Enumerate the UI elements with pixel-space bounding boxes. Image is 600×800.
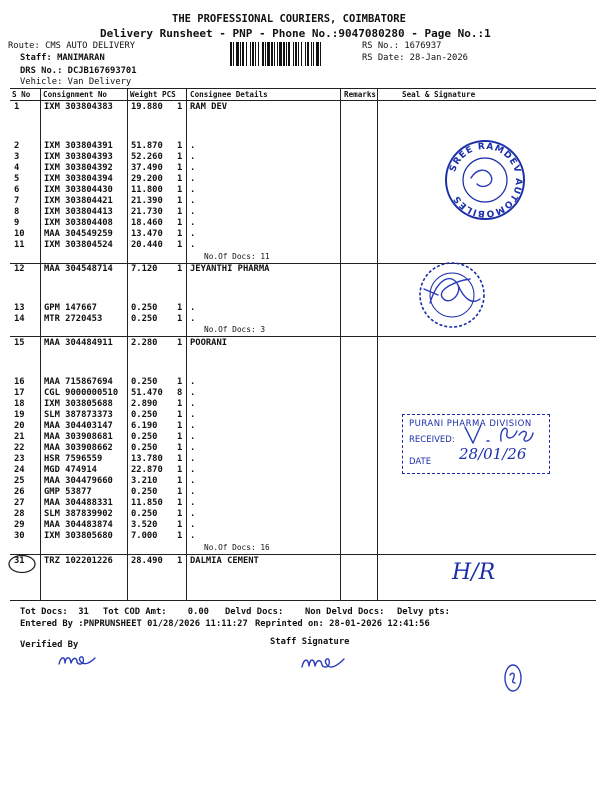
row-consignment-no: IXM 303804430 bbox=[44, 185, 113, 195]
row-sno: 24 bbox=[14, 465, 25, 475]
row-consignee-detail: . bbox=[190, 141, 196, 151]
col-sep-4 bbox=[340, 88, 341, 600]
row-sno: 13 bbox=[14, 303, 25, 313]
row-pcs: 1 bbox=[177, 207, 183, 217]
sree-ramdev-seal bbox=[443, 138, 527, 222]
row-sno: 12 bbox=[14, 264, 25, 274]
row-weight: 51.470 bbox=[131, 388, 163, 398]
row-pcs: 1 bbox=[177, 487, 183, 497]
row-consignment-no: TRZ 102201226 bbox=[44, 556, 113, 566]
row-pcs: 1 bbox=[177, 240, 183, 250]
row-weight: 20.440 bbox=[131, 240, 163, 250]
row-weight: 0.250 bbox=[131, 509, 158, 519]
row-sno: 17 bbox=[14, 388, 25, 398]
row-consignment-no: MAA 303908662 bbox=[44, 443, 113, 453]
row-consignment-no: IXM 303804391 bbox=[44, 141, 113, 151]
runsheet-subtitle: Delivery Runsheet - PNP - Phone No.:9047080280 - Page No.:1 bbox=[100, 27, 491, 40]
row-consignment-no: MAA 304548714 bbox=[44, 264, 113, 274]
row-consignee-name: RAM DEV bbox=[190, 102, 228, 112]
barcode-image bbox=[230, 42, 358, 66]
row-pcs: 1 bbox=[177, 421, 183, 431]
rs-number: RS No.: 1676937 bbox=[362, 41, 442, 51]
verified-by-label: Verified By bbox=[20, 640, 79, 650]
row-weight: 13.470 bbox=[131, 229, 163, 239]
row-consignment-no: IXM 303804524 bbox=[44, 240, 113, 250]
seal-ring-text: SREE RAMDEV AUTOMOBILES bbox=[448, 141, 524, 219]
row-pcs: 1 bbox=[177, 264, 183, 274]
row-weight: 13.780 bbox=[131, 454, 163, 464]
row-sno: 18 bbox=[14, 399, 25, 409]
row-consignee-detail: . bbox=[190, 399, 196, 409]
handwritten-oval-mark bbox=[502, 662, 524, 694]
row-consignment-no: MAA 304484911 bbox=[44, 338, 113, 348]
row-weight: 11.850 bbox=[131, 498, 163, 508]
row-consignee-detail: . bbox=[190, 476, 196, 486]
row-consignment-no: IXM 303804383 bbox=[44, 102, 113, 112]
row-consignee-detail: . bbox=[190, 240, 196, 250]
header-seal: Seal & Signature bbox=[402, 90, 476, 99]
row-sno: 1 bbox=[14, 102, 20, 112]
row-consignee-detail: . bbox=[190, 443, 196, 453]
row-weight: 0.250 bbox=[131, 487, 158, 497]
header-consignment: Consignment No bbox=[43, 90, 108, 99]
row-consignee-detail: . bbox=[190, 229, 196, 239]
row-pcs: 1 bbox=[177, 476, 183, 486]
row-sno: 30 bbox=[14, 531, 25, 541]
row-consignee-detail: . bbox=[190, 410, 196, 420]
row-sno: 26 bbox=[14, 487, 25, 497]
row-sno: 29 bbox=[14, 520, 25, 530]
row-consignment-no: SLM 387873373 bbox=[44, 410, 113, 420]
row-weight: 7.000 bbox=[131, 531, 158, 541]
group-docs-count: No.Of Docs: 3 bbox=[204, 325, 266, 334]
row-sno: 2 bbox=[14, 141, 20, 151]
row-weight: 18.460 bbox=[131, 218, 163, 228]
row-sno: 7 bbox=[14, 196, 20, 206]
row-consignment-no: MGD 474914 bbox=[44, 465, 97, 475]
row-consignment-no: CGL 9000000510 bbox=[44, 388, 119, 398]
row-pcs: 1 bbox=[177, 338, 183, 348]
row-consignee-detail: . bbox=[190, 388, 196, 398]
row-consignee-detail: . bbox=[190, 314, 196, 324]
drs-number: DRS No.: DCJB167693701 bbox=[20, 66, 137, 76]
row-consignee-detail: . bbox=[190, 487, 196, 497]
row-pcs: 1 bbox=[177, 454, 183, 464]
row-weight: 0.250 bbox=[131, 410, 158, 420]
group-rule-2 bbox=[10, 336, 596, 337]
row-sno: 27 bbox=[14, 498, 25, 508]
stamp-date-label: DATE bbox=[409, 457, 432, 467]
header-weight: Weight bbox=[130, 90, 158, 99]
row-consignment-no: MAA 304488331 bbox=[44, 498, 113, 508]
row-pcs: 1 bbox=[177, 509, 183, 519]
row-sno: 23 bbox=[14, 454, 25, 464]
row-consignment-no: MAA 304403147 bbox=[44, 421, 113, 431]
row-pcs: 1 bbox=[177, 196, 183, 206]
row-sno: 5 bbox=[14, 174, 20, 184]
row-consignee-detail: . bbox=[190, 531, 196, 541]
company-title: THE PROFESSIONAL COURIERS, COIMBATORE bbox=[172, 13, 406, 25]
row-consignment-no: MTR 2720453 bbox=[44, 314, 103, 324]
header-sno: S No bbox=[12, 90, 31, 99]
row-consignment-no: SLM 387839902 bbox=[44, 509, 113, 519]
row-consignment-no: MAA 303908681 bbox=[44, 432, 113, 442]
staff-signature bbox=[298, 651, 354, 673]
row-pcs: 1 bbox=[177, 141, 183, 151]
row-consignment-no: IXM 303805688 bbox=[44, 399, 113, 409]
row-weight: 2.280 bbox=[131, 338, 158, 348]
total-cod-amount: Tot COD Amt: 0.00 bbox=[103, 607, 209, 617]
row-pcs: 1 bbox=[177, 556, 183, 566]
verified-signature bbox=[55, 650, 105, 670]
row-sno: 28 bbox=[14, 509, 25, 519]
entered-by: Entered By :PNPRUNSHEET 01/28/2026 11:11:27 bbox=[20, 619, 248, 629]
non-delivered-docs: Non Delvd Docs: bbox=[305, 607, 385, 617]
row-pcs: 1 bbox=[177, 410, 183, 420]
row-consignee-detail: . bbox=[190, 196, 196, 206]
row-sno: 19 bbox=[14, 410, 25, 420]
row-consignment-no: IXM 303804394 bbox=[44, 174, 113, 184]
row-weight: 0.250 bbox=[131, 443, 158, 453]
row-weight: 37.490 bbox=[131, 163, 163, 173]
row-consignment-no: IXM 303805680 bbox=[44, 531, 113, 541]
row-consignee-detail: . bbox=[190, 421, 196, 431]
row-pcs: 1 bbox=[177, 174, 183, 184]
row-consignee-detail: . bbox=[190, 509, 196, 519]
total-docs: Tot Docs: 31 bbox=[20, 607, 89, 617]
route-label: Route: CMS AUTO DELIVERY bbox=[8, 41, 136, 51]
row-sno: 16 bbox=[14, 377, 25, 387]
barcode-bar bbox=[321, 42, 323, 66]
row-weight: 21.390 bbox=[131, 196, 163, 206]
row-sno: 4 bbox=[14, 163, 20, 173]
row-consignment-no: MAA 715867694 bbox=[44, 377, 113, 387]
stamp-received-label: RECEIVED: bbox=[409, 435, 455, 445]
row-consignment-no: IXM 303804413 bbox=[44, 207, 113, 217]
row-weight: 28.490 bbox=[131, 556, 163, 566]
row-sno: 22 bbox=[14, 443, 25, 453]
row-pcs: 1 bbox=[177, 185, 183, 195]
stamp-division-title: PURANI PHARMA DIVISION bbox=[409, 419, 532, 429]
row-pcs: 1 bbox=[177, 520, 183, 530]
row-pcs: 1 bbox=[177, 229, 183, 239]
col-sep-3 bbox=[186, 88, 187, 600]
col-sep-5 bbox=[377, 88, 378, 600]
row-consignee-detail: . bbox=[190, 174, 196, 184]
handwritten-circle-mark bbox=[6, 553, 38, 575]
row-sno: 11 bbox=[14, 240, 25, 250]
row-sno: 20 bbox=[14, 421, 25, 431]
row-sno: 21 bbox=[14, 432, 25, 442]
delivery-points: Delvy pts: bbox=[397, 607, 450, 617]
row-weight: 6.190 bbox=[131, 421, 158, 431]
vehicle-label: Vehicle: Van Delivery bbox=[20, 77, 132, 87]
stamp-received-signature bbox=[461, 421, 547, 447]
rs-date: RS Date: 28-Jan-2026 bbox=[362, 53, 468, 63]
row-consignee-detail: . bbox=[190, 454, 196, 464]
row-weight: 22.870 bbox=[131, 465, 163, 475]
row-sno: 9 bbox=[14, 218, 20, 228]
row-consignment-no: IXM 303804408 bbox=[44, 218, 113, 228]
row-pcs: 1 bbox=[177, 465, 183, 475]
table-bottom-rule bbox=[10, 600, 596, 601]
row-weight: 0.250 bbox=[131, 314, 158, 324]
delivered-docs: Delvd Docs: bbox=[225, 607, 284, 617]
header-pcs: PCS bbox=[162, 90, 176, 99]
row-pcs: 1 bbox=[177, 218, 183, 228]
row-weight: 52.260 bbox=[131, 152, 163, 162]
header-consignee: Consignee Details bbox=[190, 90, 268, 99]
row-consignee-detail: . bbox=[190, 185, 196, 195]
row-consignment-no: IXM 303804421 bbox=[44, 196, 113, 206]
row-weight: 21.730 bbox=[131, 207, 163, 217]
row-weight: 2.890 bbox=[131, 399, 158, 409]
col-sep-1 bbox=[40, 88, 41, 600]
row-pcs: 1 bbox=[177, 102, 183, 112]
row-pcs: 1 bbox=[177, 399, 183, 409]
row-pcs: 1 bbox=[177, 498, 183, 508]
header-remarks: Remarks bbox=[344, 90, 377, 99]
row-consignment-no: HSR 7596559 bbox=[44, 454, 103, 464]
row-pcs: 1 bbox=[177, 432, 183, 442]
row-pcs: 1 bbox=[177, 377, 183, 387]
stamp-handwritten-date: 28/01/26 bbox=[459, 445, 527, 463]
row-consignee-name: JEYANTHI PHARMA bbox=[190, 264, 270, 274]
group-docs-count: No.Of Docs: 16 bbox=[204, 543, 270, 552]
purani-pharma-stamp bbox=[402, 414, 550, 474]
handwritten-hr-note: H/R bbox=[452, 560, 496, 585]
row-pcs: 8 bbox=[177, 388, 183, 398]
row-sno: 31 bbox=[14, 556, 25, 566]
row-pcs: 1 bbox=[177, 152, 183, 162]
row-pcs: 1 bbox=[177, 531, 183, 541]
row-consignment-no: MAA 304483874 bbox=[44, 520, 113, 530]
group-rule-3 bbox=[10, 554, 596, 555]
row-consignee-name: DALMIA CEMENT bbox=[190, 556, 259, 566]
row-sno: 25 bbox=[14, 476, 25, 486]
staff-signature-label: Staff Signature bbox=[270, 637, 350, 647]
row-consignee-name: POORANI bbox=[190, 338, 228, 348]
row-consignee-detail: . bbox=[190, 498, 196, 508]
row-weight: 3.210 bbox=[131, 476, 158, 486]
row-weight: 0.250 bbox=[131, 432, 158, 442]
row-sno: 10 bbox=[14, 229, 25, 239]
reprinted-on: Reprinted on: 28-01-2026 12:41:56 bbox=[255, 619, 430, 629]
row-consignee-detail: . bbox=[190, 207, 196, 217]
row-weight: 11.800 bbox=[131, 185, 163, 195]
row-sno: 14 bbox=[14, 314, 25, 324]
row-consignee-detail: . bbox=[190, 152, 196, 162]
row-consignee-detail: . bbox=[190, 465, 196, 475]
group-docs-count: No.Of Docs: 11 bbox=[204, 252, 270, 261]
row-weight: 29.200 bbox=[131, 174, 163, 184]
row-weight: 19.880 bbox=[131, 102, 163, 112]
svg-text:SREE RAMDEV AUTOMOBILES bbox=[448, 142, 523, 218]
row-consignee-detail: . bbox=[190, 303, 196, 313]
row-consignee-detail: . bbox=[190, 218, 196, 228]
col-sep-2 bbox=[127, 88, 128, 600]
row-consignee-detail: . bbox=[190, 377, 196, 387]
row-weight: 0.250 bbox=[131, 303, 158, 313]
row-pcs: 1 bbox=[177, 163, 183, 173]
row-sno: 8 bbox=[14, 207, 20, 217]
row-consignment-no: GMP 53877 bbox=[44, 487, 92, 497]
row-weight: 0.250 bbox=[131, 377, 158, 387]
row-sno: 15 bbox=[14, 338, 25, 348]
row-sno: 3 bbox=[14, 152, 20, 162]
row-consignment-no: IXM 303804392 bbox=[44, 163, 113, 173]
staff-label: Staff: MANIMARAN bbox=[20, 53, 105, 63]
row-pcs: 1 bbox=[177, 303, 183, 313]
row-consignee-detail: . bbox=[190, 520, 196, 530]
jeyanthi-seal-signature bbox=[412, 255, 494, 335]
row-weight: 7.120 bbox=[131, 264, 158, 274]
row-consignment-no: MAA 304479660 bbox=[44, 476, 113, 486]
row-pcs: 1 bbox=[177, 443, 183, 453]
row-pcs: 1 bbox=[177, 314, 183, 324]
row-consignment-no: MAA 304549259 bbox=[44, 229, 113, 239]
row-consignee-detail: . bbox=[190, 432, 196, 442]
row-weight: 3.520 bbox=[131, 520, 158, 530]
row-consignee-detail: . bbox=[190, 163, 196, 173]
table-header-rule bbox=[10, 100, 596, 101]
row-sno: 6 bbox=[14, 185, 20, 195]
row-weight: 51.870 bbox=[131, 141, 163, 151]
table-top-rule bbox=[10, 88, 596, 89]
row-consignment-no: GPM 147667 bbox=[44, 303, 97, 313]
row-consignment-no: IXM 303804393 bbox=[44, 152, 113, 162]
